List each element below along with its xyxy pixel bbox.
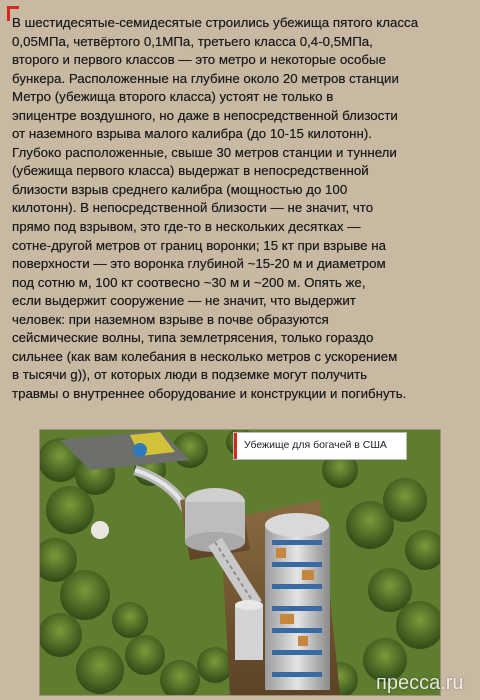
bunker-illustration — [40, 430, 440, 695]
bunker-illustration-drawing — [40, 430, 440, 695]
caption-accent — [234, 433, 237, 459]
article-text: В шестидесятые-семидесятые строились убежища пятого класса 0,05МПа, четвёртого 0,1МПа, третьего класса 0,4-0,5МПа, второго и первого классов — это метро и некоторые особые бункера. Расположенные на глубине около 20 метров станции Метро (убежища второго класса) устоят не только в эпицентре воздушного, но даже в непосредственной близости от наземного взрыва малого калибра (до 10-15 килотонн). Глубоко расположенные, свыше 30 метров станции и туннели (убежища первого класса) выдержат в непосредственной близости взрыв среднего калибра (мощностью до 100 килотонн). В непосредственной близости — не значит, что прямо под взрывом, это где-то в нескольких десятках — сотне-другой метров от границ воронки; 15 кт при взрыве на поверхности — это воронка глубиной ~15-20 м и диаметром под сотню м, 100 кт соотвесно ~30 м и ~200 м. Опять же, если выдержит сооружение — не значит, что выдержит человек: при наземном взрыве в почве образуются сейсмические волны, типа землетрясения, только гораздо сильнее (как вам колебания в несколько метров с ускорением в тысячи g)), от которых люди в подземке могут получить травмы о внутреннее оборудование и конструкции и погибнуть. — [12, 15, 419, 401]
figure-caption-text: Убежище для богачей в США — [244, 439, 387, 451]
site-watermark: пресса.ru — [376, 672, 464, 694]
figure-caption — [233, 432, 407, 460]
